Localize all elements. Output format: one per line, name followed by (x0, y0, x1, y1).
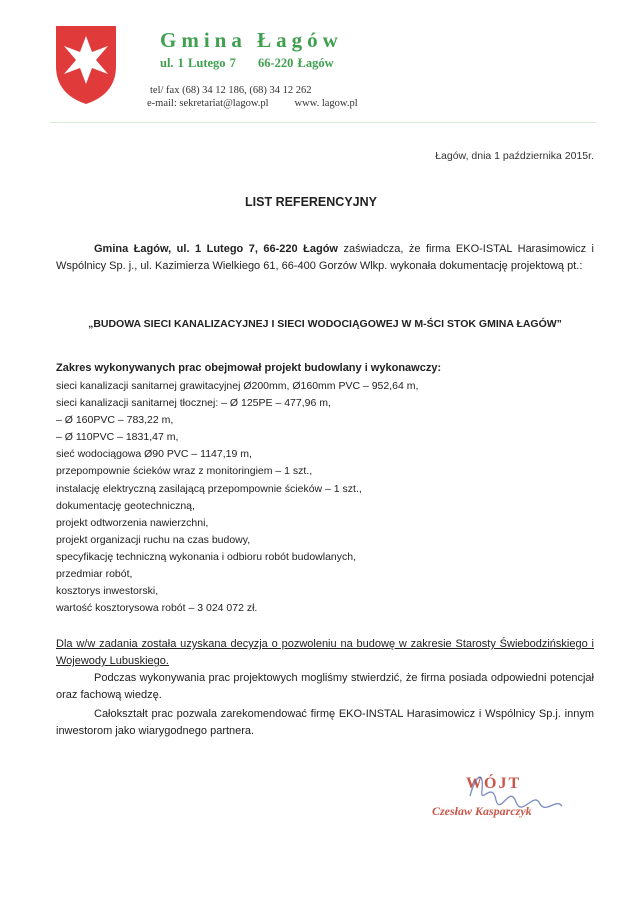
address-city: 66-220 Łagów (257, 56, 334, 70)
intro-bold-issuer: Gmina Łagów, ul. 1 Lutego 7, 66-220 Łagów (94, 243, 338, 255)
stamp-title: WÓJT (466, 775, 522, 792)
building-permit-text: Dla w/w zadania została uzyskana decyzja o pozwoleniu na budowę w zakresie Starosty Świebodzińskiego i Wojewody Lubuskiego. (56, 638, 594, 667)
intro-text: zaświadcza, że firma EKO-ISTAL Harasimowicz i Wspólnicy Sp. j., ul. Kazimierza Wielkiego 61, 66-400 Gorzów Wlkp. wykonała dokumentację projektową pt.: (56, 243, 595, 272)
scope-list (56, 378, 418, 617)
scope-item: sieci kanalizacji sanitarnej tłocznej: – Ø 125PE – 477,96 m, (56, 397, 331, 410)
scope-item: sieć wodociągowa Ø90 PVC – 1147,19 m, (56, 448, 252, 461)
scope-item: sieci kanalizacji sanitarnej grawitacyjnej Ø200mm, Ø160mm PVC – 952,64 m, (56, 380, 419, 392)
intro-paragraph (56, 241, 594, 275)
scope-item: dokumentację geotechniczną, (56, 499, 195, 512)
scope-item: instalację elektryczną zasilającą przepompownie ścieków – 1 szt., (56, 482, 362, 495)
scope-heading: Zakres wykonywanych prac obejmował projekt budowlany i wykonawczy: (56, 362, 442, 374)
scope-item: – Ø 160PVC – 783,22 m, (56, 414, 174, 427)
scope-item: projekt odtworzenia nawierzchni, (56, 516, 209, 529)
potential-paragraph: Podczas wykonywania prac projektowych mogliśmy stwierdzić, że firma posiada odpowiedni potencjał oraz fachową wiedzę. (56, 672, 594, 701)
municipality-name: Gmina Łagów (160, 28, 343, 52)
municipality-address (160, 56, 334, 71)
letter-date: Łagów, dnia 1 października 2015r. (435, 150, 594, 162)
document-title: LIST REFERENCYJNY (245, 195, 377, 209)
scope-item: kosztorys inwestorski, (56, 585, 159, 598)
project-name: „BUDOWA SIECI KANALIZACYJNEJ I SIECI WODOCIĄGOWEJ W M-ŚCI STOK GMINA ŁAGÓW” (88, 318, 562, 330)
contact-email: e-mail: sekretariat@lagow.pl (147, 98, 269, 109)
signature-stamp (430, 760, 580, 830)
scope-item: wartość kosztorysowa robót – 3 024 072 zł. (56, 602, 258, 615)
contact-phone: tel/ fax (68) 34 12 186, (68) 34 12 262 (150, 85, 312, 96)
building-permit-paragraph (56, 636, 594, 670)
address-street: ul. 1 Lutego 7 (160, 56, 236, 70)
recommendation-paragraph: Całokształt prac pozwala zarekomendować firmę EKO-INSTAL Harasimowicz i Wspólnicy Sp.j. innym inwestorom jako wiarygodnego partnera. (56, 708, 594, 737)
scope-item: projekt organizacji ruchu na czas budowy, (56, 533, 251, 546)
signer-name: Czesław Kasparczyk (432, 804, 532, 818)
scope-item: – Ø 110PVC – 1831,47 m, (56, 431, 179, 444)
scope-item: przepompownie ścieków wraz z monitoringiem – 1 szt., (56, 465, 313, 478)
contact-email-line (147, 98, 358, 109)
scope-item: specyfikację techniczną wykonania i odbioru robót budowlanych, (56, 550, 357, 563)
contact-website: www. lagow.pl (294, 98, 358, 109)
crest-shield-icon (50, 22, 122, 106)
scope-item: przedmiar robót, (56, 568, 133, 581)
header-divider (50, 122, 596, 123)
